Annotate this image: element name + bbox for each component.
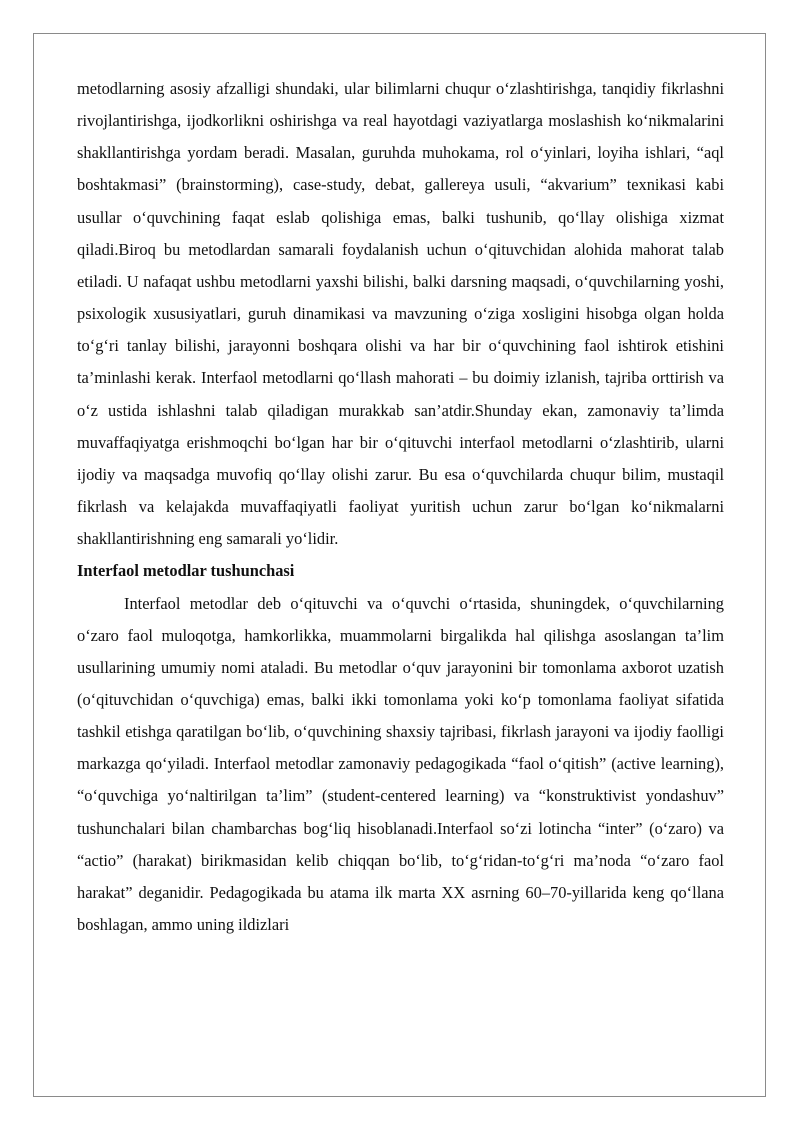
document-body	[77, 73, 724, 941]
body-paragraph-continued: metodlarning asosiy afzalligi shundaki, ular bilimlarni chuqur o‘zlashtirishga, tanqidiy fikrlashni rivojlantirishga, ijodkorlikni oshirishga va real hayotdagi vaziyatlarga moslashish ko‘nikmalarini shakllantirishga yordam beradi. Masalan, guruhda muhokama, rol o‘yinlari, loyiha ishlari, “aql boshtakmasi” (brainstorming), case-study, debat, gallereya usuli, “akvarium” texnikasi kabi usullar o‘quvchining faqat eslab qolishiga emas, balki tushunib, qo‘llay olishiga xizmat qiladi.Biroq bu metodlardan samarali foydalanish uchun o‘qituvchidan alohida mahorat talab etiladi. U nafaqat ushbu metodlarni yaxshi bilishi, balki darsning maqsadi, o‘quvchilarning yoshi, psixologik xususiyatlari, guruh dinamikasi va mavzuning o‘ziga xosligini hisobga olgan holda to‘g‘ri tanlay bilishi, jarayonni boshqara olishi va har bir o‘quvchining faol ishtirok etishini ta’minlashi kerak. Interfaol metodlarni qo‘llash mahorati – bu doimiy izlanish, tajriba orttirish va o‘z ustida ishlashni talab qiladigan murakkab san’atdir.Shunday ekan, zamonaviy ta’limda muvaffaqiyatga erishmoqchi bo‘lgan har bir o‘qituvchi interfaol metodlarni o‘zlashtirib, ularni ijodiy va maqsadga muvofiq qo‘llay olishi zarur. Bu esa o‘quvchilarda chuqur bilim, mustaqil fikrlash va kelajakda muvaffaqiyatli faoliyat yuritish uchun zarur bo‘lgan ko‘nikmalarni shakllantirishning eng samarali yo‘lidir.	[77, 79, 724, 549]
section-heading: Interfaol metodlar tushunchasi	[77, 561, 295, 581]
body-paragraph-definition: Interfaol metodlar deb o‘qituvchi va o‘quvchi o‘rtasida, shuningdek, o‘quvchilarning o‘zaro faol muloqotga, hamkorlikka, muammolarni birgalikda hal qilishga asoslangan ta’lim usullarining umumiy nomi ataladi. Bu metodlar o‘quv jarayonini bir tomonlama axborot uzatish (o‘qituvchidan o‘quvchiga) emas, balki ikki tomonlama yoki ko‘p tomonlama faoliyat sifatida tashkil etishga qaratilgan bo‘lib, o‘quvchining shaxsiy tajribasi, fikrlash jarayoni va ijodiy faolligi markazga qo‘yiladi. Interfaol metodlar zamonaviy pedagogikada “faol o‘qitish” (active learning), “o‘quvchiga yo‘naltirilgan ta’lim” (student-centered learning) va “konstruktivist yondashuv” tushunchalari bilan chambarchas bog‘liq hisoblanadi.Interfaol so‘zi lotincha “inter” (o‘zaro) va “actio” (harakat) birikmasidan kelib chiqqan bo‘lib, to‘g‘ridan-to‘g‘ri ma’noda “o‘zaro faol harakat” deganidir. Pedagogikada bu atama ilk marta XX asrning 60–70-yillarida keng qo‘llana boshlagan, ammo uning ildizlari	[77, 593, 724, 935]
